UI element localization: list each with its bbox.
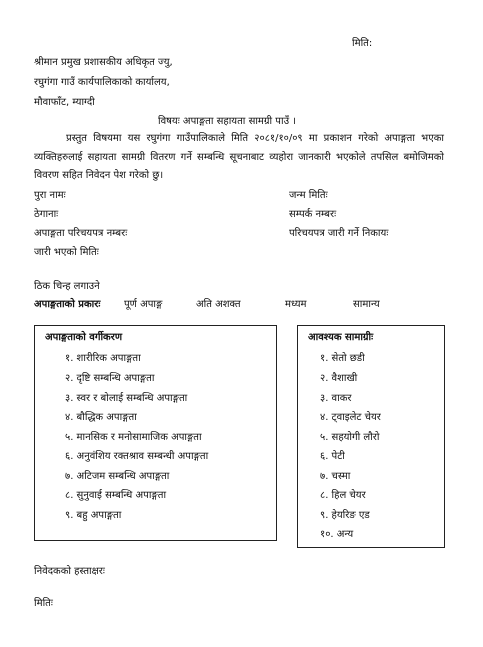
- classification-item: ७. अटिजम सम्बन्धि अपाङ्गता: [65, 471, 170, 482]
- field-contact: सम्पर्क नम्बरः: [289, 209, 337, 220]
- addressee-line-3: मौवाफाँट, म्याग्दी: [34, 97, 95, 108]
- field-disability-card-no: अपाङ्गता परिचयपत्र नम्बरः: [34, 228, 128, 239]
- materials-item: १. सेतो छडी: [320, 353, 365, 364]
- materials-item: ५. सहयोगी लौरो: [320, 432, 380, 443]
- severity-option-mild: सामान्य: [353, 299, 380, 310]
- field-issued-date: जारी भएको मितिः: [34, 247, 99, 258]
- date-label-bottom: मितिः: [34, 598, 53, 609]
- date-label-top: मिति:: [352, 38, 373, 49]
- body-paragraph: प्रस्तुत विषयमा यस रघुगंगा गाउँपालिकाले मिति २०८१/१०/०९ मा प्रकाशन गरेको अपाङ्गता भएका व्यक्तिहरुलाई सहायता सामग्री वितरण गर्ने सम्बन्धि सूचनाबाट व्यहोरा जानकारी भएकोले तपसिल बमोजिमको विवरण सहित निवेदन पेश गरेको छु।: [34, 133, 444, 181]
- materials-box: [297, 325, 445, 548]
- addressee-line-1: श्रीमान प्रमुख प्रशासकीय अधिकृत ज्यु,: [34, 57, 173, 68]
- classification-item: ४. बौद्धिक अपाङ्गता: [65, 412, 137, 423]
- signature-label: निवेदकको हस्ताक्षरः: [34, 566, 105, 577]
- classification-item: २. दृष्टि सम्बन्धि अपाङ्गता: [65, 373, 155, 384]
- classification-item: ८. सुनुवाई सम्बन्धि अपाङ्गता: [65, 490, 167, 501]
- severity-option-full: पूर्ण अपाङ्ग: [124, 299, 163, 310]
- materials-item: २. वैशाखी: [320, 373, 358, 384]
- severity-label: अपाङ्गताको प्रकारः: [34, 299, 101, 310]
- classification-item: ३. स्वर र बोलाई सम्बन्धि अपाङ्गता: [65, 393, 188, 404]
- tick-instruction: ठिक चिन्ह लगाउने: [34, 281, 100, 292]
- materials-item: ९. हेयरिङ एड: [320, 510, 370, 521]
- materials-item: ७. चस्मा: [320, 471, 351, 482]
- severity-option-moderate: मध्यम: [285, 299, 307, 310]
- materials-title: आवश्यक सामाग्रीः: [308, 332, 374, 343]
- addressee-line-2: रघुगंगा गाउँ कार्यपालिकाको कार्यालय,: [34, 77, 170, 88]
- materials-item: ६. पेटी: [320, 451, 345, 462]
- severity-option-severe: अति अशक्त: [196, 299, 241, 310]
- classification-box: [34, 325, 277, 541]
- materials-item: ३. वाकर: [320, 393, 352, 404]
- field-issuing-body: परिचयपत्र जारी गर्ने निकायः: [289, 228, 389, 239]
- materials-item: ४. ट्वाइलेट चेयर: [320, 412, 381, 423]
- classification-item: ६. अनुवंशिय रक्तश्राव सम्बन्धी अपाङ्गता: [65, 451, 209, 462]
- classification-item: ५. मानसिक र मनोसामाजिक अपाङ्गता: [65, 432, 202, 443]
- field-address: ठेगानाः: [34, 209, 59, 220]
- field-full-name: पुरा नामः: [34, 190, 66, 201]
- classification-title: अपाङ्गताको वर्गीकरण: [45, 332, 123, 343]
- materials-item: ८. हिल चेयर: [320, 490, 366, 501]
- classification-item: १. शारीरिक अपाङ्गता: [65, 353, 141, 364]
- field-dob: जन्म मितिः: [289, 190, 328, 201]
- subject-line: विषयः अपाङ्गता सहायता सामग्री पाउँ ।: [158, 116, 297, 127]
- classification-item: ९. बहु अपाङ्गता: [65, 510, 122, 521]
- materials-item: १०. अन्य: [320, 529, 354, 540]
